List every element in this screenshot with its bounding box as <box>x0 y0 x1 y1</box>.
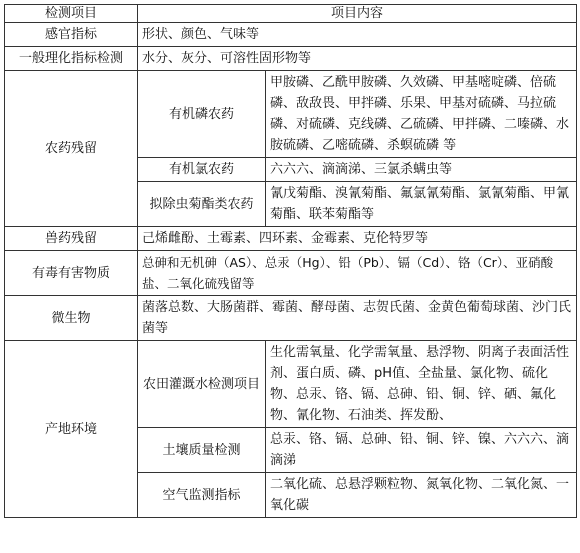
sub-label-pyrethroid: 拟除虫菊酯类农药 <box>138 182 266 227</box>
header-inspection-item: 检测项目 <box>5 5 138 23</box>
table-row <box>5 23 577 47</box>
sub-content-organochlorine: 六六六、滴滴涕、三氯杀螨虫等 <box>266 158 577 182</box>
sub-content-irrigation: 生化需氧量、化学需氧量、悬浮物、阴离子表面活性剂、蛋白质、磷、pH值、全盐量、氯化物、硫化物、总汞、铬、镉、总砷、铅、铜、锌、硒、氟化物、氰化物、石油类、挥发酚、 <box>266 341 577 428</box>
sub-content-pyrethroid: 氰戊菊酯、溴氰菊酯、氟氯氰菊酯、氯氰菊酯、甲氰菊酯、联苯菊酯等 <box>266 182 577 227</box>
row-label-pesticide: 农药残留 <box>5 71 138 227</box>
inspection-items-table <box>4 4 577 518</box>
sub-label-soil: 土壤质量检测 <box>138 428 266 473</box>
row-content-veterinary: 己烯雌酚、土霉素、四环素、金霉素、克伦特罗等 <box>138 227 577 251</box>
row-label-microbe: 微生物 <box>5 296 138 341</box>
sub-label-organophosphorus: 有机磷农药 <box>138 71 266 158</box>
row-content-toxic: 总砷和无机砷（AS）、总汞（Hg）、铅（Pb）、镉（Cd）、铬（Cr）、亚硝酸盐、二氧化硫残留等 <box>138 251 577 296</box>
sub-content-organophosphorus: 甲胺磷、乙酰甲胺磷、久效磷、甲基嘧啶磷、倍硫磷、敌敌畏、甲拌磷、乐果、甲基对硫磷、马拉硫磷、对硫磷、克线磷、乙硫磷、甲拌磷、二嗪磷、水胺硫磷、乙嘧硫磷、杀螟硫磷 等 <box>266 71 577 158</box>
row-content-sensory: 形状、颜色、气味等 <box>138 23 577 47</box>
table-row <box>5 251 577 296</box>
row-label-physchem: 一般理化指标检测 <box>5 47 138 71</box>
table-row <box>5 296 577 341</box>
table-row <box>5 47 577 71</box>
table-header-row <box>5 5 577 23</box>
table-row <box>5 227 577 251</box>
row-label-environment: 产地环境 <box>5 341 138 518</box>
sub-content-soil: 总汞、铬、镉、总砷、铅、铜、锌、镍、六六六、滴滴涕 <box>266 428 577 473</box>
sub-label-air: 空气监测指标 <box>138 473 266 518</box>
sub-label-irrigation: 农田灌溉水检测项目 <box>138 341 266 428</box>
row-content-microbe: 菌落总数、大肠菌群、霉菌、酵母菌、志贺氏菌、金黄色葡萄球菌、沙门氏菌等 <box>138 296 577 341</box>
row-content-physchem: 水分、灰分、可溶性固形物等 <box>138 47 577 71</box>
table-row <box>5 341 577 428</box>
sub-content-air: 二氧化硫、总悬浮颗粒物、氮氧化物、二氧化氮、一氧化碳 <box>266 473 577 518</box>
header-item-content: 项目内容 <box>138 5 577 23</box>
table-row <box>5 71 577 158</box>
row-label-veterinary: 兽药残留 <box>5 227 138 251</box>
row-label-sensory: 感官指标 <box>5 23 138 47</box>
row-label-toxic: 有毒有害物质 <box>5 251 138 296</box>
sub-label-organochlorine: 有机氯农药 <box>138 158 266 182</box>
